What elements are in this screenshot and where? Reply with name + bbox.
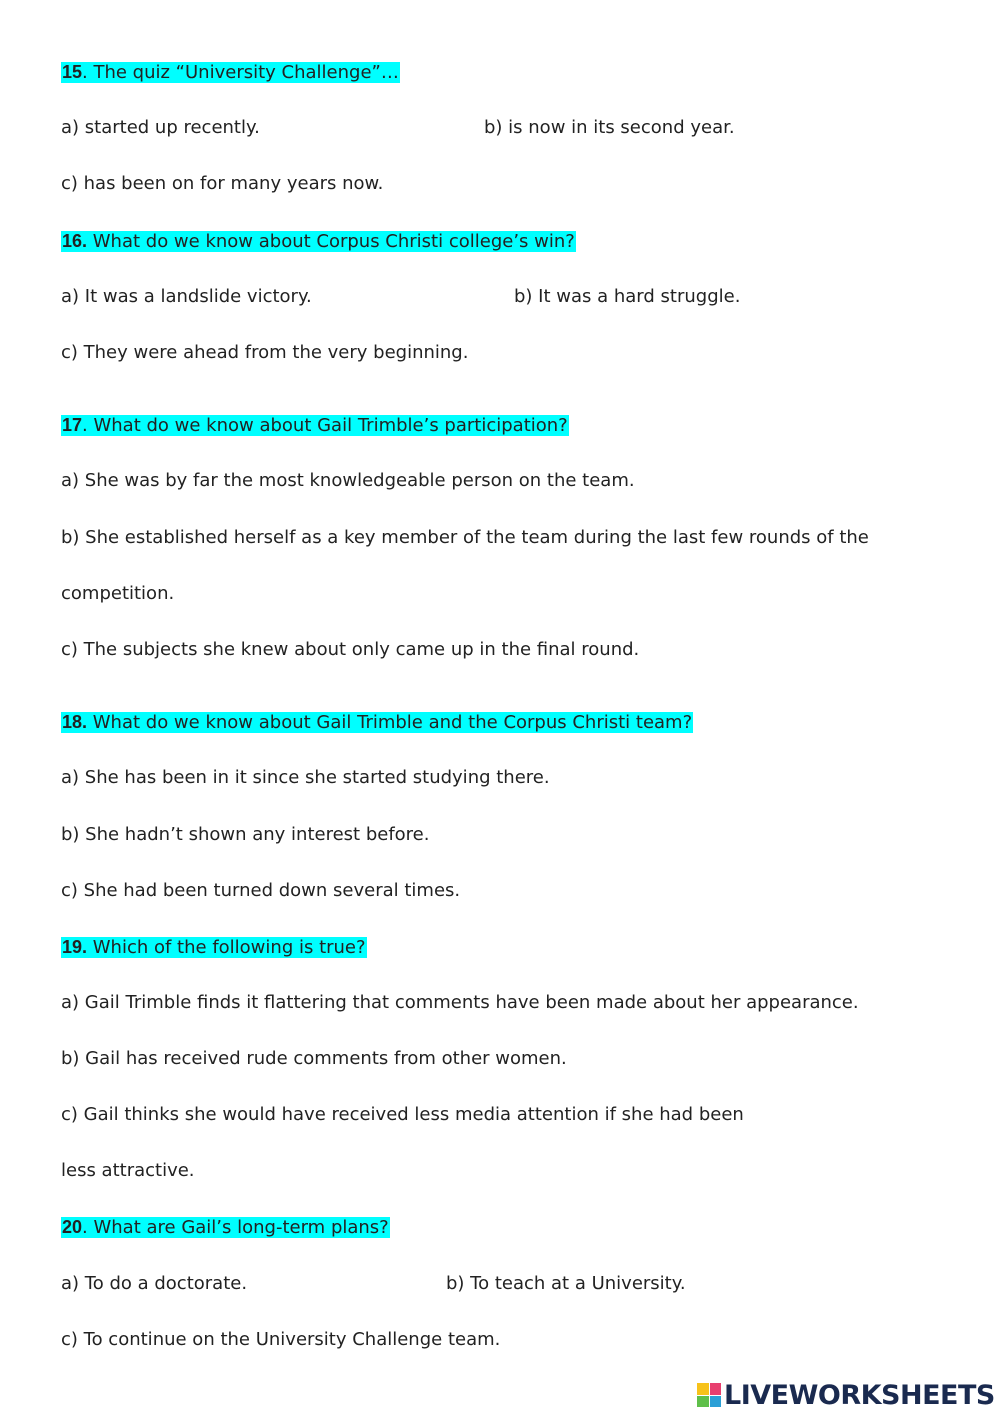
question-prompt: . What do we know about Gail Trimble’s participation? — [82, 415, 568, 436]
question-number: 20 — [62, 1217, 83, 1237]
question-15 — [61, 61, 400, 84]
option-20b: b) To teach at a University. — [446, 1273, 686, 1294]
question-prompt: . The quiz “University Challenge”… — [82, 62, 399, 83]
option-17b-line2: competition. — [61, 583, 175, 604]
logo-square-icon — [697, 1396, 709, 1408]
question-prompt: Which of the following is true? — [87, 937, 366, 958]
option-15b: b) is now in its second year. — [484, 117, 735, 138]
option-19c-line2: less attractive. — [61, 1160, 195, 1181]
option-16a: a) It was a landslide victory. — [61, 286, 312, 307]
question-prompt: What do we know about Corpus Christi college’s win? — [87, 231, 575, 252]
question-number: 18. — [62, 712, 88, 732]
option-20c: c) To continue on the University Challenge team. — [61, 1329, 501, 1350]
logo-square-icon — [697, 1383, 709, 1395]
option-19c-line1: c) Gail thinks she would have received less media attention if she had been — [61, 1104, 744, 1125]
question-number: 17 — [62, 415, 83, 435]
question-17 — [61, 414, 569, 437]
option-18a: a) She has been in it since she started studying there. — [61, 767, 550, 788]
question-17-highlight — [61, 415, 569, 436]
option-19a: a) Gail Trimble finds it flattering that comments have been made about her appearance. — [61, 992, 859, 1013]
option-18b: b) She hadn’t shown any interest before. — [61, 824, 430, 845]
option-17b-line1: b) She established herself as a key member of the team during the last few rounds of the — [61, 527, 869, 548]
logo-square-icon — [710, 1383, 722, 1395]
option-17c: c) The subjects she knew about only came up in the final round. — [61, 639, 640, 660]
logo-square-icon — [710, 1396, 722, 1408]
liveworksheets-logo — [697, 1380, 995, 1410]
liveworksheets-logo-icon — [697, 1383, 721, 1407]
question-number: 19. — [62, 937, 88, 957]
question-16 — [61, 230, 576, 253]
option-18c: c) She had been turned down several times. — [61, 880, 461, 901]
option-20a: a) To do a doctorate. — [61, 1273, 248, 1294]
option-15a: a) started up recently. — [61, 117, 260, 138]
question-19-highlight — [61, 937, 367, 958]
option-15c: c) has been on for many years now. — [61, 173, 384, 194]
question-19 — [61, 936, 367, 959]
question-18 — [61, 711, 693, 734]
option-16b: b) It was a hard struggle. — [514, 286, 741, 307]
question-number: 16. — [62, 231, 88, 251]
question-prompt: . What are Gail’s long-term plans? — [82, 1217, 389, 1238]
question-prompt: What do we know about Gail Trimble and the Corpus Christi team? — [87, 712, 693, 733]
question-20-highlight — [61, 1217, 390, 1238]
question-18-highlight — [61, 712, 693, 733]
question-number: 15 — [62, 62, 83, 82]
option-19b: b) Gail has received rude comments from other women. — [61, 1048, 567, 1069]
question-15-highlight — [61, 62, 400, 83]
question-16-highlight — [61, 231, 576, 252]
option-16c: c) They were ahead from the very beginning. — [61, 342, 469, 363]
logo-text: LIVEWORKSHEETS — [724, 1379, 995, 1411]
question-20 — [61, 1216, 390, 1239]
option-17a: a) She was by far the most knowledgeable person on the team. — [61, 470, 635, 491]
